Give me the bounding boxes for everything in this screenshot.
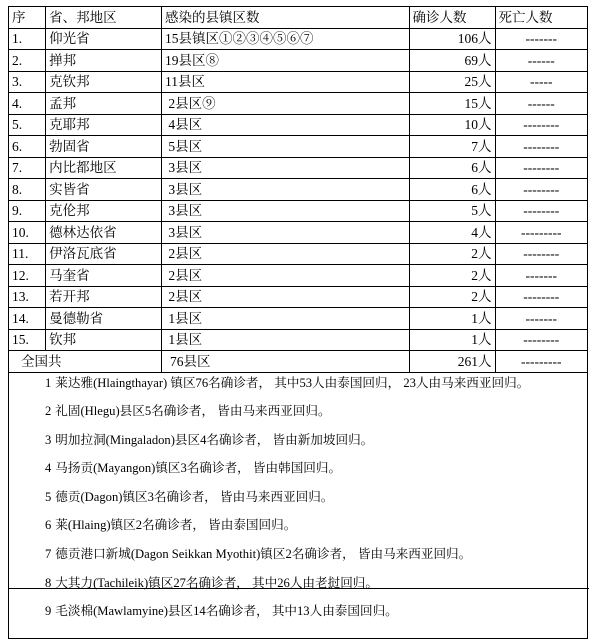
row-seq: 8.: [9, 179, 46, 201]
table-body: [9, 7, 588, 639]
row-seq: 12.: [9, 265, 46, 287]
row-towns: 1县区: [161, 308, 409, 330]
row-deaths: --------: [495, 114, 587, 136]
footnote: [9, 603, 587, 632]
row-seq: 9.: [9, 200, 46, 222]
row-confirmed: 7人: [409, 136, 495, 158]
header-towns: 感染的县镇区数: [161, 7, 409, 29]
row-region: 实皆省: [46, 179, 162, 201]
row-towns: 3县区: [161, 222, 409, 244]
table-row: [9, 200, 588, 222]
row-confirmed: 6人: [409, 179, 495, 201]
notes-cell: [9, 372, 588, 638]
row-region: 曼德勒省: [46, 308, 162, 330]
row-deaths: -----: [495, 71, 587, 93]
row-seq: 10.: [9, 222, 46, 244]
header-row: [9, 7, 588, 29]
table-row: [9, 265, 588, 287]
row-region: 内比都地区: [46, 157, 162, 179]
footnote-text: 马扬贡(Mayangon)镇区3名确诊者， 皆由韩国回归。: [55, 461, 342, 476]
row-seq: 3.: [9, 71, 46, 93]
total-label: 全国共: [9, 351, 162, 373]
row-confirmed: 1人: [409, 308, 495, 330]
row-towns: 19县区⑧: [161, 50, 409, 72]
row-region: 仰光省: [46, 28, 162, 50]
row-towns: 2县区: [161, 265, 409, 287]
row-region: 克耶邦: [46, 114, 162, 136]
row-seq: 14.: [9, 308, 46, 330]
table-bottom-border: [8, 588, 589, 589]
row-region: 若开邦: [46, 286, 162, 308]
row-deaths: --------: [495, 286, 587, 308]
footnote: [9, 489, 587, 518]
row-deaths: --------: [495, 243, 587, 265]
footnote: [9, 432, 587, 461]
row-deaths: ---------: [495, 222, 587, 244]
row-confirmed: 15人: [409, 93, 495, 115]
row-deaths: --------: [495, 157, 587, 179]
row-region: 掸邦: [46, 50, 162, 72]
footnote-number: 1: [45, 375, 52, 390]
footnote-number: 2: [45, 404, 52, 419]
row-deaths: -------: [495, 308, 587, 330]
footnote-text: 毛淡棉(Mawlamyine)县区14名确诊者， 其中13人由泰国回归。: [55, 604, 398, 619]
table-row: [9, 136, 588, 158]
footnote: [9, 517, 587, 546]
footnote-number: 8: [45, 575, 52, 590]
table-row: [9, 114, 588, 136]
footnote-text: 大其力(Tachileik)镇区27名确诊者， 其中26人由老挝回归。: [55, 575, 378, 590]
footnote-text: 德贡(Dagon)镇区3名确诊者， 皆由马来西亚回归。: [55, 489, 334, 504]
row-region: 克伦邦: [46, 200, 162, 222]
header-region: 省、邦地区: [46, 7, 162, 29]
table-row: [9, 243, 588, 265]
row-seq: 11.: [9, 243, 46, 265]
row-confirmed: 6人: [409, 157, 495, 179]
row-deaths: ------: [495, 93, 587, 115]
footnote-number: 9: [45, 604, 52, 619]
footnotes: [9, 373, 587, 638]
footnote-number: 7: [45, 547, 52, 562]
footnote-number: 5: [45, 489, 52, 504]
row-seq: 7.: [9, 157, 46, 179]
row-towns: 3县区: [161, 200, 409, 222]
row-seq: 1.: [9, 28, 46, 50]
footnote-text: 明加拉洞(Mingaladon)县区4名确诊者， 皆由新加坡回归。: [55, 432, 374, 447]
table-row: [9, 71, 588, 93]
row-towns: 3县区: [161, 179, 409, 201]
header-confirmed: 确诊人数: [409, 7, 495, 29]
footnote-number: 6: [45, 518, 52, 533]
table-row: [9, 308, 588, 330]
total-row: [9, 351, 588, 373]
footnote-number: 4: [45, 461, 52, 476]
row-deaths: -------: [495, 28, 587, 50]
row-confirmed: 2人: [409, 243, 495, 265]
row-deaths: -------: [495, 265, 587, 287]
row-seq: 2.: [9, 50, 46, 72]
row-towns: 5县区: [161, 136, 409, 158]
row-region: 马奎省: [46, 265, 162, 287]
row-confirmed: 69人: [409, 50, 495, 72]
row-confirmed: 25人: [409, 71, 495, 93]
table-row: [9, 179, 588, 201]
row-seq: 15.: [9, 329, 46, 351]
total-towns: 76县区: [161, 351, 409, 373]
table-row: [9, 28, 588, 50]
footnote-text: 德贡港口新城(Dagon Seikkan Myothit)镇区2名确诊者， 皆由马来西亚回归。: [55, 547, 472, 562]
footnote-text: 礼固(Hlegu)县区5名确诊者， 皆由马来西亚回归。: [55, 404, 331, 419]
row-towns: 4县区: [161, 114, 409, 136]
row-region: 钦邦: [46, 329, 162, 351]
notes-row: [9, 372, 588, 638]
row-towns: 11县区: [161, 71, 409, 93]
row-deaths: --------: [495, 200, 587, 222]
total-deaths: ---------: [495, 351, 587, 373]
footnote: [9, 546, 587, 575]
row-deaths: --------: [495, 179, 587, 201]
row-confirmed: 1人: [409, 329, 495, 351]
table-row: [9, 50, 588, 72]
footnote: [9, 460, 587, 489]
row-confirmed: 5人: [409, 200, 495, 222]
footnote: [9, 403, 587, 432]
row-seq: 6.: [9, 136, 46, 158]
row-region: 勃固省: [46, 136, 162, 158]
row-seq: 5.: [9, 114, 46, 136]
row-towns: 3县区: [161, 157, 409, 179]
row-confirmed: 2人: [409, 286, 495, 308]
row-deaths: --------: [495, 136, 587, 158]
table-row: [9, 157, 588, 179]
row-confirmed: 106人: [409, 28, 495, 50]
header-deaths: 死亡人数: [495, 7, 587, 29]
footnote-text: 莱(Hlaing)镇区2名确诊者， 皆由泰国回归。: [55, 518, 297, 533]
covid-stats-table: [8, 6, 588, 639]
row-towns: 2县区⑨: [161, 93, 409, 115]
row-confirmed: 2人: [409, 265, 495, 287]
row-towns: 2县区: [161, 243, 409, 265]
table-row: [9, 93, 588, 115]
row-confirmed: 4人: [409, 222, 495, 244]
row-region: 克钦邦: [46, 71, 162, 93]
row-region: 孟邦: [46, 93, 162, 115]
row-deaths: ------: [495, 50, 587, 72]
footnote: [9, 375, 587, 404]
row-region: 德林达依省: [46, 222, 162, 244]
footnote-text: 莱达雅(Hlaingthayar) 镇区76名确诊者， 其中53人由泰国回归， 23人由马来西亚回归。: [55, 375, 530, 390]
row-region: 伊洛瓦底省: [46, 243, 162, 265]
row-seq: 4.: [9, 93, 46, 115]
total-confirmed: 261人: [409, 351, 495, 373]
table-row: [9, 286, 588, 308]
header-seq: 序: [9, 7, 46, 29]
row-confirmed: 10人: [409, 114, 495, 136]
table-row: [9, 329, 588, 351]
row-towns: 1县区: [161, 329, 409, 351]
row-towns: 15县镇区①②③④⑤⑥⑦: [161, 28, 409, 50]
table-row: [9, 222, 588, 244]
row-seq: 13.: [9, 286, 46, 308]
row-towns: 2县区: [161, 286, 409, 308]
row-deaths: --------: [495, 329, 587, 351]
footnote-number: 3: [45, 432, 52, 447]
